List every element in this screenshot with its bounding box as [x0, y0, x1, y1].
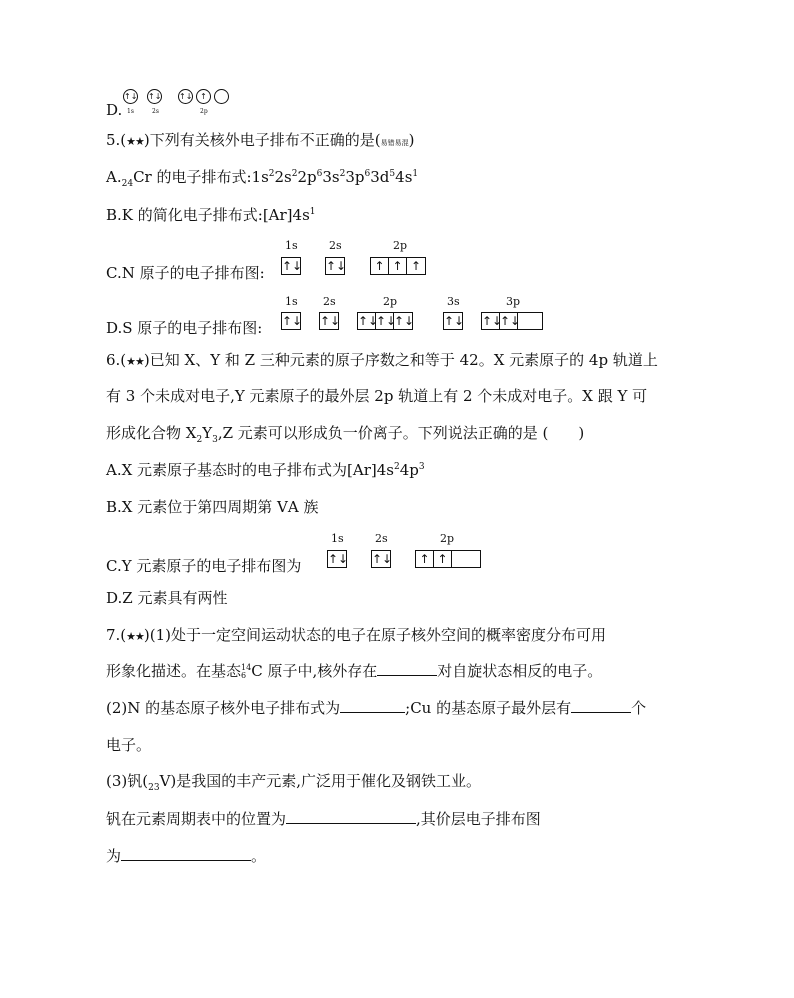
answer-blank-2[interactable]: [340, 698, 405, 713]
q7-line1: 7.(★★)(1)处于一定空间运动状态的电子在原子核外空间的概率密度分布可用: [106, 626, 607, 644]
q4-circle-2s: ↑↓: [147, 89, 162, 104]
q4-circle-1s: ↑↓: [123, 89, 138, 104]
q4-option-d: [106, 100, 122, 120]
answer-blank-4[interactable]: [286, 809, 416, 824]
q6-option-a: A.X 元素原子基态时的电子排布式为$[Ar]4s^24p^3$: [106, 461, 425, 479]
q6c-box-2s: ↑↓: [372, 552, 393, 566]
q6c-box-2p: ↑ ↑: [415, 550, 481, 568]
q7-line2: 形象化描述。在基态 14 6 C 原子中,核外存在 对自旋状态相反的电子。: [106, 662, 603, 680]
q6-stem-line3: 形成化合物 $X_2Y_3,Z$ 元素可以形成负一价离子。下列说法正确的是 ( ): [106, 424, 585, 445]
q6c-label-2s: 2s: [375, 532, 388, 545]
q5-option-a: $A._{24}Cr$ 的电子排布式$:1s^22s^22p^63s^23p^63d^54s^1$: [106, 168, 419, 189]
q7-line3: (2)N 的基态原子核外电子排布式为 ;Cu 的基态原子最外层有 个: [106, 699, 647, 717]
q6c-label-2p: 2p: [440, 532, 455, 545]
q6-stem-line2: 有 3 个未成对电子,Y 元素原子的最外层 2p 轨道上有 2 个未成对电子。X 跟 Y 可: [106, 387, 648, 405]
q4-option-d-label: D.: [106, 101, 123, 119]
q5-option-b: B.K 的简化电子排布式$:[Ar]4s^1$: [106, 206, 316, 224]
q5-option-c: C.N 原子的电子排布图:: [106, 264, 265, 282]
q4-label-2s: 2s: [152, 108, 159, 115]
q5c-label-1s: 1s: [285, 239, 298, 252]
q5c-label-2p: 2p: [393, 239, 408, 252]
q5-tag: 易错易混: [380, 139, 409, 147]
q6c-box-1s: ↑↓: [328, 552, 349, 566]
q5d-box-3s: ↑↓: [444, 314, 465, 328]
q5d-box-2s: ↑↓: [320, 314, 341, 328]
star-rating: ★★: [126, 355, 144, 368]
q5d-box-3p: ↑↓ ↑↓: [481, 312, 543, 330]
q7-line4: 电子。: [106, 736, 152, 754]
q5d-label-1s: 1s: [285, 295, 298, 308]
answer-blank-3[interactable]: [571, 698, 631, 713]
q5c-box-2s: ↑↓: [326, 259, 347, 273]
answer-blank-1[interactable]: [377, 661, 437, 676]
q5d-label-2s: 2s: [323, 295, 336, 308]
q6c-label-1s: 1s: [331, 532, 344, 545]
q5c-box-1s: ↑↓: [282, 259, 303, 273]
q7-line7: 为 。: [106, 847, 267, 865]
q4-circle-2p-2: ↑: [196, 89, 211, 104]
q6-option-c: C.Y 元素原子的电子排布图为: [106, 557, 302, 575]
q5d-box-2p: ↑↓ ↑↓ ↑↓: [358, 314, 415, 328]
q5-option-d: D.S 原子的电子排布图:: [106, 319, 263, 337]
q4-label-2p: 2p: [200, 108, 208, 115]
q5c-label-2s: 2s: [329, 239, 342, 252]
q5d-box-1s: ↑↓: [282, 314, 303, 328]
q5d-label-3p: 3p: [506, 295, 521, 308]
answer-blank-5[interactable]: [121, 846, 251, 861]
isotope-notation: 14 6: [241, 663, 252, 680]
star-rating: ★★: [126, 135, 144, 148]
q7-line5: (3)钒$(_{23}Ⅴ)$是我国的丰产元素,广泛用于催化及钢铁工业。: [106, 772, 482, 793]
q5d-label-3s: 3s: [447, 295, 460, 308]
q4-circle-2p-1: ↑↓: [178, 89, 193, 104]
q7-line6: 钒在元素周期表中的位置为 ,其价层电子排布图: [106, 810, 541, 828]
star-rating: ★★: [126, 630, 144, 643]
q6-option-d: D.Z 元素具有两性: [106, 589, 228, 607]
q6-stem-line1: 6.(★★)已知 X、Y 和 Z 三种元素的原子序数之和等于 42。X 元素原子的 4p 轨道上: [106, 351, 658, 369]
q5d-label-2p: 2p: [383, 295, 398, 308]
q4-label-1s: 1s: [127, 108, 134, 115]
q4-circle-2p-3: [214, 89, 229, 104]
q5-stem: 5.(★★)下列有关核外电子排布不正确的是(易错易混): [106, 131, 415, 149]
q6-option-b: B.X 元素位于第四周期第 ⅤA 族: [106, 498, 319, 516]
q5c-box-2p: ↑ ↑ ↑: [370, 257, 426, 275]
